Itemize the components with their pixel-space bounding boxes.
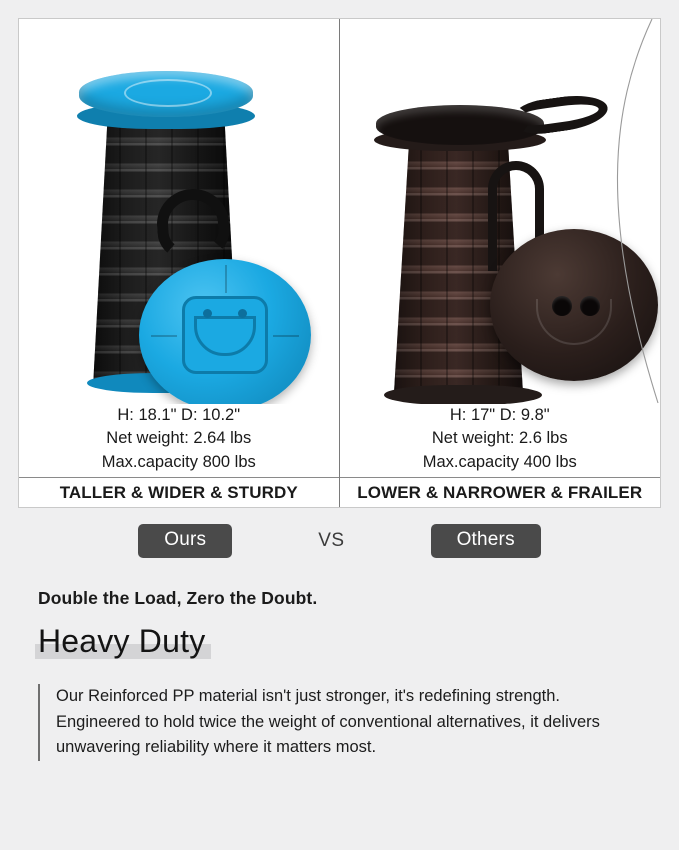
stool-seat-top (79, 71, 253, 117)
product-photo-ours (19, 19, 339, 404)
background-outline-curve (592, 19, 660, 404)
badge-others: Others (431, 524, 541, 558)
spec-weight-others: Net weight: 2.6 lbs (431, 429, 568, 448)
spec-weight-ours: Net weight: 2.64 lbs (106, 429, 252, 448)
versus-row (18, 520, 661, 562)
specs-others (340, 404, 661, 474)
spec-capacity-ours: Max.capacity 800 lbs (101, 452, 256, 471)
spec-dimensions-others: H: 17" D: 9.8" (449, 406, 550, 424)
promo-body-text: Our Reinforced PP material isn't just stronger, it's redefining strength. Engineered to hold twice the weight of conventional alternatives, it delivers unwavering reliability where it matters most. (38, 684, 638, 761)
product-photo-others (340, 19, 661, 404)
disc-spoke-vertical (225, 265, 227, 293)
spec-capacity-others: Max.capacity 400 lbs (422, 452, 577, 471)
verdict-ours: TALLER & WIDER & STURDY (19, 477, 339, 503)
stool-base-ring-others (384, 385, 542, 404)
badge-ours: Ours (138, 524, 232, 558)
disc-spoke-left (151, 335, 177, 337)
comparison-column-ours (19, 19, 340, 507)
versus-label: VS (318, 530, 345, 551)
hub-hole-left (203, 309, 212, 318)
comparison-column-others (340, 19, 661, 507)
hub-hole-right (238, 309, 247, 318)
promo-tagline: Double the Load, Zero the Doubt. (38, 588, 318, 608)
disc-spoke-right (273, 335, 299, 337)
promo-headline-wrap (38, 623, 205, 660)
promo-copy-block (38, 588, 650, 761)
verdict-others: LOWER & NARROWER & FRAILER (340, 477, 661, 503)
seat-underside-disc-ours (139, 259, 311, 404)
comparison-panel (18, 18, 661, 508)
spec-dimensions-ours: H: 18.1" D: 10.2" (117, 406, 241, 424)
specs-ours (19, 404, 339, 474)
promo-headline: Heavy Duty (38, 623, 206, 659)
disc-center-hub (182, 296, 268, 374)
